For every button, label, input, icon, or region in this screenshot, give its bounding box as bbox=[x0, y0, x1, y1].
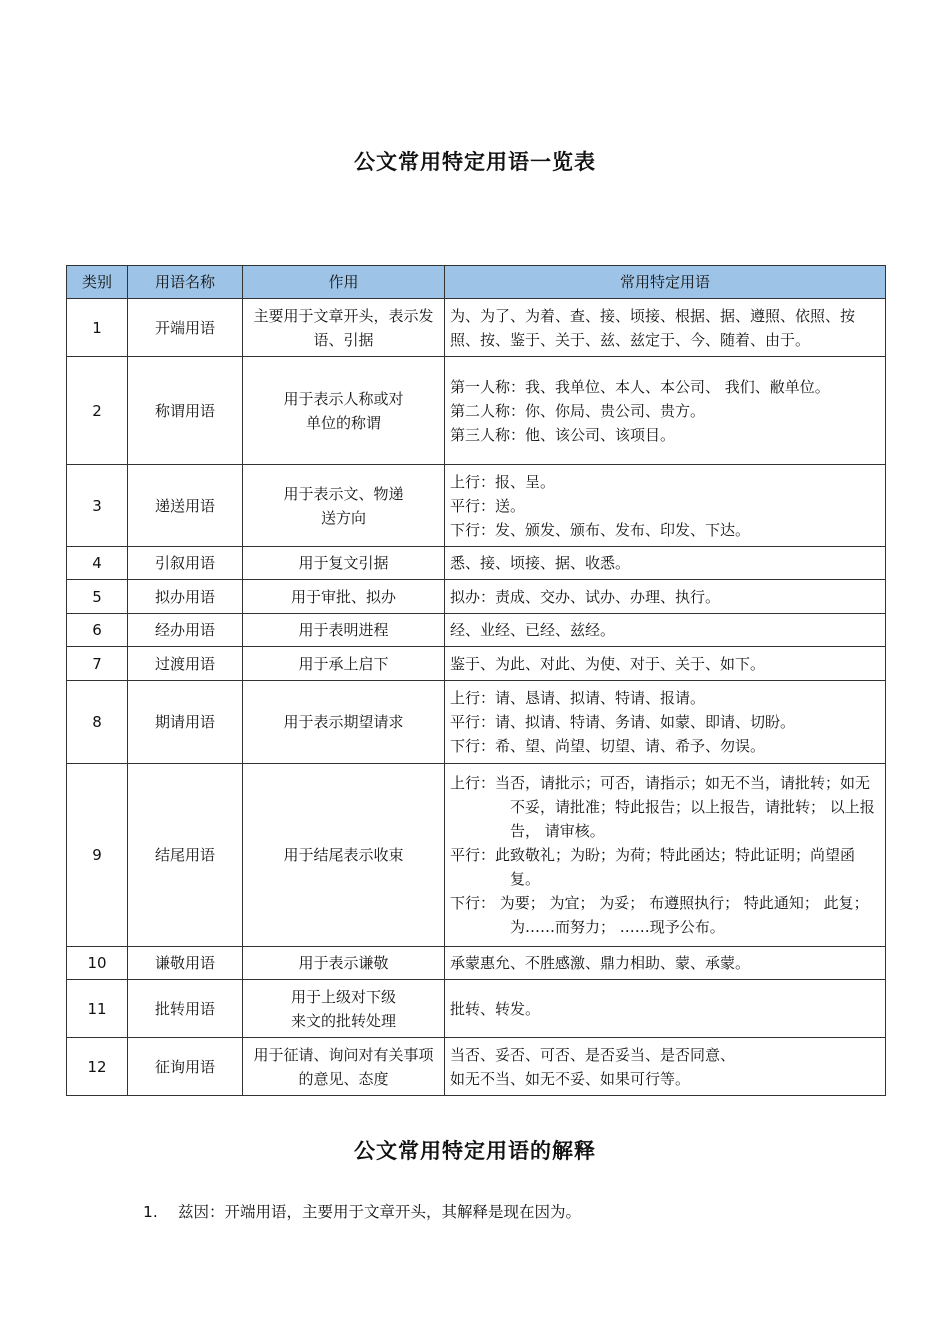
row-number: 9 bbox=[67, 764, 128, 947]
row-number: 10 bbox=[67, 947, 128, 980]
term-list: 上行：请、恳请、拟请、特请、报请。 平行：请、拟请、特请、务请、如蒙、即请、切盼。 下行：希、望、尚望、切望、请、希予、勿误。 bbox=[445, 681, 886, 764]
row-number: 2 bbox=[67, 357, 128, 465]
term-function: 用于表示文、物递 送方向 bbox=[243, 465, 445, 547]
explanation-number: 1. bbox=[143, 1203, 158, 1221]
table-row bbox=[67, 299, 886, 357]
explanation-text: 兹因：开端用语，主要用于文章开头，其解释是现在因为。 bbox=[178, 1203, 582, 1221]
section-title: 公文常用特定用语的解释 bbox=[354, 1139, 596, 1163]
term-name: 引叙用语 bbox=[128, 547, 243, 580]
row-number: 12 bbox=[67, 1038, 128, 1096]
explanation-item bbox=[143, 1200, 581, 1222]
term-list: 承蒙惠允、不胜感激、鼎力相助、蒙、承蒙。 bbox=[445, 947, 886, 980]
term-name: 称谓用语 bbox=[128, 357, 243, 465]
terms-table bbox=[66, 265, 886, 1096]
row-number: 3 bbox=[67, 465, 128, 547]
table-row bbox=[67, 980, 886, 1038]
table-row bbox=[67, 614, 886, 647]
row-number: 5 bbox=[67, 580, 128, 614]
table-row bbox=[67, 1038, 886, 1096]
term-name: 拟办用语 bbox=[128, 580, 243, 614]
term-list: 上行：当否，请批示；可否，请指示；如无不当，请批转；如无不妥，请批准；特此报告；以上报告，请批转； 以上报告， 请审核。 平行：此致敬礼；为盼；为荷；特此函达；特此证明；尚望函复。 下行： 为要； 为宜； 为妥； 布遵照执行； 特此通知； 此复； 为……而努力； ……现予公布。 bbox=[445, 764, 886, 947]
term-name: 批转用语 bbox=[128, 980, 243, 1038]
table-header-row bbox=[67, 266, 886, 299]
row-number: 6 bbox=[67, 614, 128, 647]
table-row bbox=[67, 580, 886, 614]
table-row bbox=[67, 465, 886, 547]
term-function: 用于承上启下 bbox=[243, 647, 445, 681]
term-name: 征询用语 bbox=[128, 1038, 243, 1096]
term-list: 上行：报、呈。 平行：送。 下行：发、颁发、颁布、发布、印发、下达。 bbox=[445, 465, 886, 547]
row-number: 4 bbox=[67, 547, 128, 580]
term-list: 悉、接、顷接、据、收悉。 bbox=[445, 547, 886, 580]
term-function: 用于审批、拟办 bbox=[243, 580, 445, 614]
term-name: 期请用语 bbox=[128, 681, 243, 764]
table-row bbox=[67, 764, 886, 947]
term-function: 主要用于文章开头，表示发语、引据 bbox=[243, 299, 445, 357]
term-function: 用于表示期望请求 bbox=[243, 681, 445, 764]
header-term-name: 用语名称 bbox=[128, 266, 243, 299]
term-name: 经办用语 bbox=[128, 614, 243, 647]
table-row bbox=[67, 357, 886, 465]
table-row bbox=[67, 947, 886, 980]
term-function: 用于征请、询问对有关事项的意见、态度 bbox=[243, 1038, 445, 1096]
term-function: 用于上级对下级 来文的批转处理 bbox=[243, 980, 445, 1038]
header-common-terms: 常用特定用语 bbox=[445, 266, 886, 299]
term-list: 鉴于、为此、对此、为使、对于、关于、如下。 bbox=[445, 647, 886, 681]
table-row bbox=[67, 547, 886, 580]
term-function: 用于表明进程 bbox=[243, 614, 445, 647]
term-name: 结尾用语 bbox=[128, 764, 243, 947]
header-function: 作用 bbox=[243, 266, 445, 299]
row-number: 8 bbox=[67, 681, 128, 764]
term-list: 批转、转发。 bbox=[445, 980, 886, 1038]
term-list: 当否、妥否、可否、是否妥当、是否同意、 如无不当、如无不妥、如果可行等。 bbox=[445, 1038, 886, 1096]
term-name: 递送用语 bbox=[128, 465, 243, 547]
header-category: 类别 bbox=[67, 266, 128, 299]
term-function: 用于表示谦敬 bbox=[243, 947, 445, 980]
term-name: 过渡用语 bbox=[128, 647, 243, 681]
term-function: 用于表示人称或对 单位的称谓 bbox=[243, 357, 445, 465]
table-row bbox=[67, 681, 886, 764]
term-list: 拟办：责成、交办、试办、办理、执行。 bbox=[445, 580, 886, 614]
row-number: 11 bbox=[67, 980, 128, 1038]
table-row bbox=[67, 647, 886, 681]
term-list: 第一人称：我、我单位、本人、本公司、 我们、敝单位。 第二人称：你、你局、贵公司、贵方。 第三人称：他、该公司、该项目。 bbox=[445, 357, 886, 465]
term-function: 用于结尾表示收束 bbox=[243, 764, 445, 947]
page-title: 公文常用特定用语一览表 bbox=[354, 150, 596, 174]
term-function: 用于复文引据 bbox=[243, 547, 445, 580]
term-list: 为、为了、为着、查、接、顷接、根据、据、遵照、依照、按照、按、鉴于、关于、兹、兹定于、今、随着、由于。 bbox=[445, 299, 886, 357]
row-number: 1 bbox=[67, 299, 128, 357]
term-list: 经、业经、已经、兹经。 bbox=[445, 614, 886, 647]
term-name: 开端用语 bbox=[128, 299, 243, 357]
row-number: 7 bbox=[67, 647, 128, 681]
term-name: 谦敬用语 bbox=[128, 947, 243, 980]
